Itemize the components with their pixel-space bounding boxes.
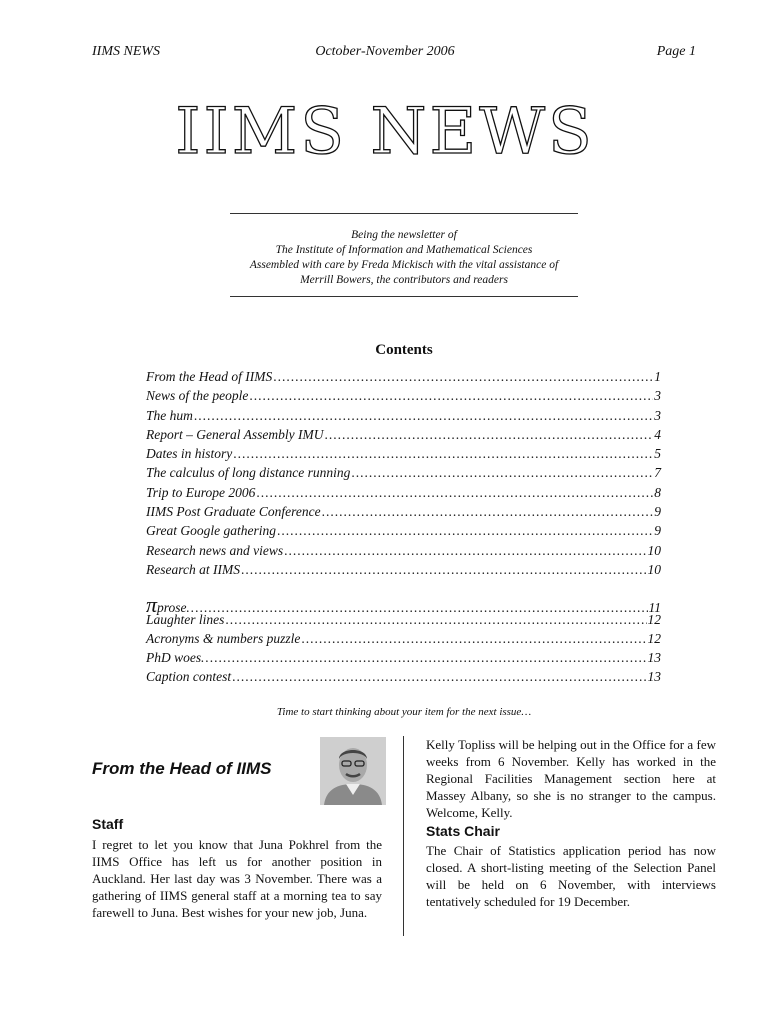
toc-leader	[225, 612, 646, 628]
toc-label: Research at IIMS	[146, 561, 240, 577]
toc-page: 9	[654, 504, 661, 520]
toc-item[interactable]	[146, 408, 661, 427]
toc-leader	[351, 465, 653, 481]
toc-leader	[214, 650, 646, 666]
head-of-iims-photo	[320, 737, 386, 805]
toc-leader	[322, 504, 654, 520]
next-issue-note: Time to start thinking about your item for the next issue…	[276, 706, 532, 718]
toc-page: 11	[648, 600, 661, 616]
toc-page: 10	[647, 542, 661, 558]
toc-page: 1	[654, 369, 661, 384]
tagline-line: Assembled with care by Freda Mickisch with the vital assistance of	[249, 259, 559, 271]
toc-item[interactable]	[146, 427, 661, 446]
contents-title: Contents	[375, 342, 433, 358]
tagline	[0, 228, 770, 288]
toc-leader	[301, 631, 646, 647]
toc-item[interactable]	[146, 631, 661, 650]
toc-page: 13	[647, 650, 661, 666]
staff-paragraph: I regret to let you know that Juna Pokhrel from the IIMS Office has left us for another position in Auckland. Her last day was 3 November. There was a gathering of IIMS general staff at a morning tea to say farewell to Juna. Best wishes for your new job, Juna.	[92, 837, 382, 920]
toc-item[interactable]	[146, 612, 661, 631]
toc-page: 3	[654, 407, 661, 423]
toc-leader	[194, 408, 653, 424]
toc-label: Dates in history	[146, 446, 233, 462]
toc-label: Acronyms & numbers puzzle	[146, 630, 301, 646]
tagline-line: The Institute of Information and Mathematical Sciences	[275, 244, 533, 256]
toc-page: 4	[654, 426, 661, 442]
toc-page: 12	[647, 611, 661, 627]
toc-label: IIMS Post Graduate Conference	[146, 504, 321, 520]
toc-label: Caption contest	[146, 669, 232, 685]
toc-label: Laughter lines	[146, 611, 225, 627]
tagline-line: Being the newsletter of	[351, 229, 457, 241]
toc-leader	[256, 485, 653, 501]
header-date: October-November 2006	[315, 44, 455, 59]
toc-page: 13	[647, 669, 661, 685]
toc-page: 7	[654, 465, 661, 481]
tagline-line: Merrill Bowers, the contributors and readers	[300, 274, 508, 286]
toc-label: From the Head of IIMS	[146, 369, 273, 384]
toc-item[interactable]	[146, 650, 661, 669]
toc-page: 8	[654, 484, 661, 500]
toc-label: Great Google gathering	[146, 523, 276, 539]
toc-item[interactable]	[146, 388, 661, 407]
toc-page: 10	[647, 561, 661, 577]
toc-item[interactable]	[146, 562, 661, 581]
toc-label: Trip to Europe 2006	[146, 484, 256, 500]
toc-page: 3	[654, 388, 661, 404]
toc-item[interactable]	[146, 465, 661, 484]
toc-leader	[277, 523, 653, 539]
top-rule	[230, 213, 578, 214]
section-heading-head-of-iims: From the Head of IIMS	[92, 759, 272, 778]
toc-label: News of the people	[146, 388, 249, 404]
toc-item[interactable]	[146, 543, 661, 562]
toc-leader	[233, 446, 653, 462]
bottom-rule	[230, 296, 578, 297]
portrait-image	[320, 737, 386, 805]
toc-leader	[324, 427, 653, 443]
toc-leader	[273, 369, 653, 385]
header-page-number: Page 1	[656, 44, 696, 59]
toc-label: The hum	[146, 407, 193, 423]
toc-item[interactable]	[146, 446, 661, 465]
toc-leader	[284, 543, 646, 559]
toc-page: 9	[654, 523, 661, 539]
toc-label: Report – General Assembly IMU	[146, 426, 324, 442]
toc-page: 5	[654, 446, 661, 462]
toc-page: 12	[647, 630, 661, 646]
toc-label: PhD woes…	[146, 650, 214, 666]
toc-item[interactable]	[146, 592, 661, 618]
pi-symbol: π	[146, 592, 158, 618]
toc-label: The calculus of long distance running	[146, 465, 351, 481]
subheading-staff: Staff	[92, 816, 124, 832]
column-divider	[403, 736, 404, 936]
masthead-title: IIMS NEWS	[175, 95, 595, 169]
toc-item[interactable]	[146, 369, 661, 388]
toc-leader	[241, 562, 647, 578]
subheading-stats-chair: Stats Chair	[426, 823, 500, 839]
header-left: IIMS NEWS	[92, 44, 161, 59]
toc-leader	[232, 669, 646, 685]
toc-item[interactable]	[146, 669, 661, 688]
toc-label-text: prose…	[157, 600, 199, 616]
toc-item[interactable]	[146, 504, 661, 523]
toc-label: Research news and views	[146, 542, 284, 558]
kelly-paragraph: Kelly Topliss will be helping out in the Office for a few weeks from 6 November. Kelly has worked in the Regional Facilities Management section here at Massey Albany, so she is no stranger to the campus. Welcome, Kelly.	[426, 737, 716, 820]
toc-item[interactable]	[146, 485, 661, 504]
toc-leader	[249, 388, 653, 404]
stats-chair-paragraph: The Chair of Statistics application period has now closed. A short-listing meeting of the Selection Panel will be held on 6 November, with interviews tentatively scheduled for 19 December.	[426, 843, 716, 909]
table-of-contents	[146, 369, 661, 689]
toc-item[interactable]	[146, 523, 661, 542]
